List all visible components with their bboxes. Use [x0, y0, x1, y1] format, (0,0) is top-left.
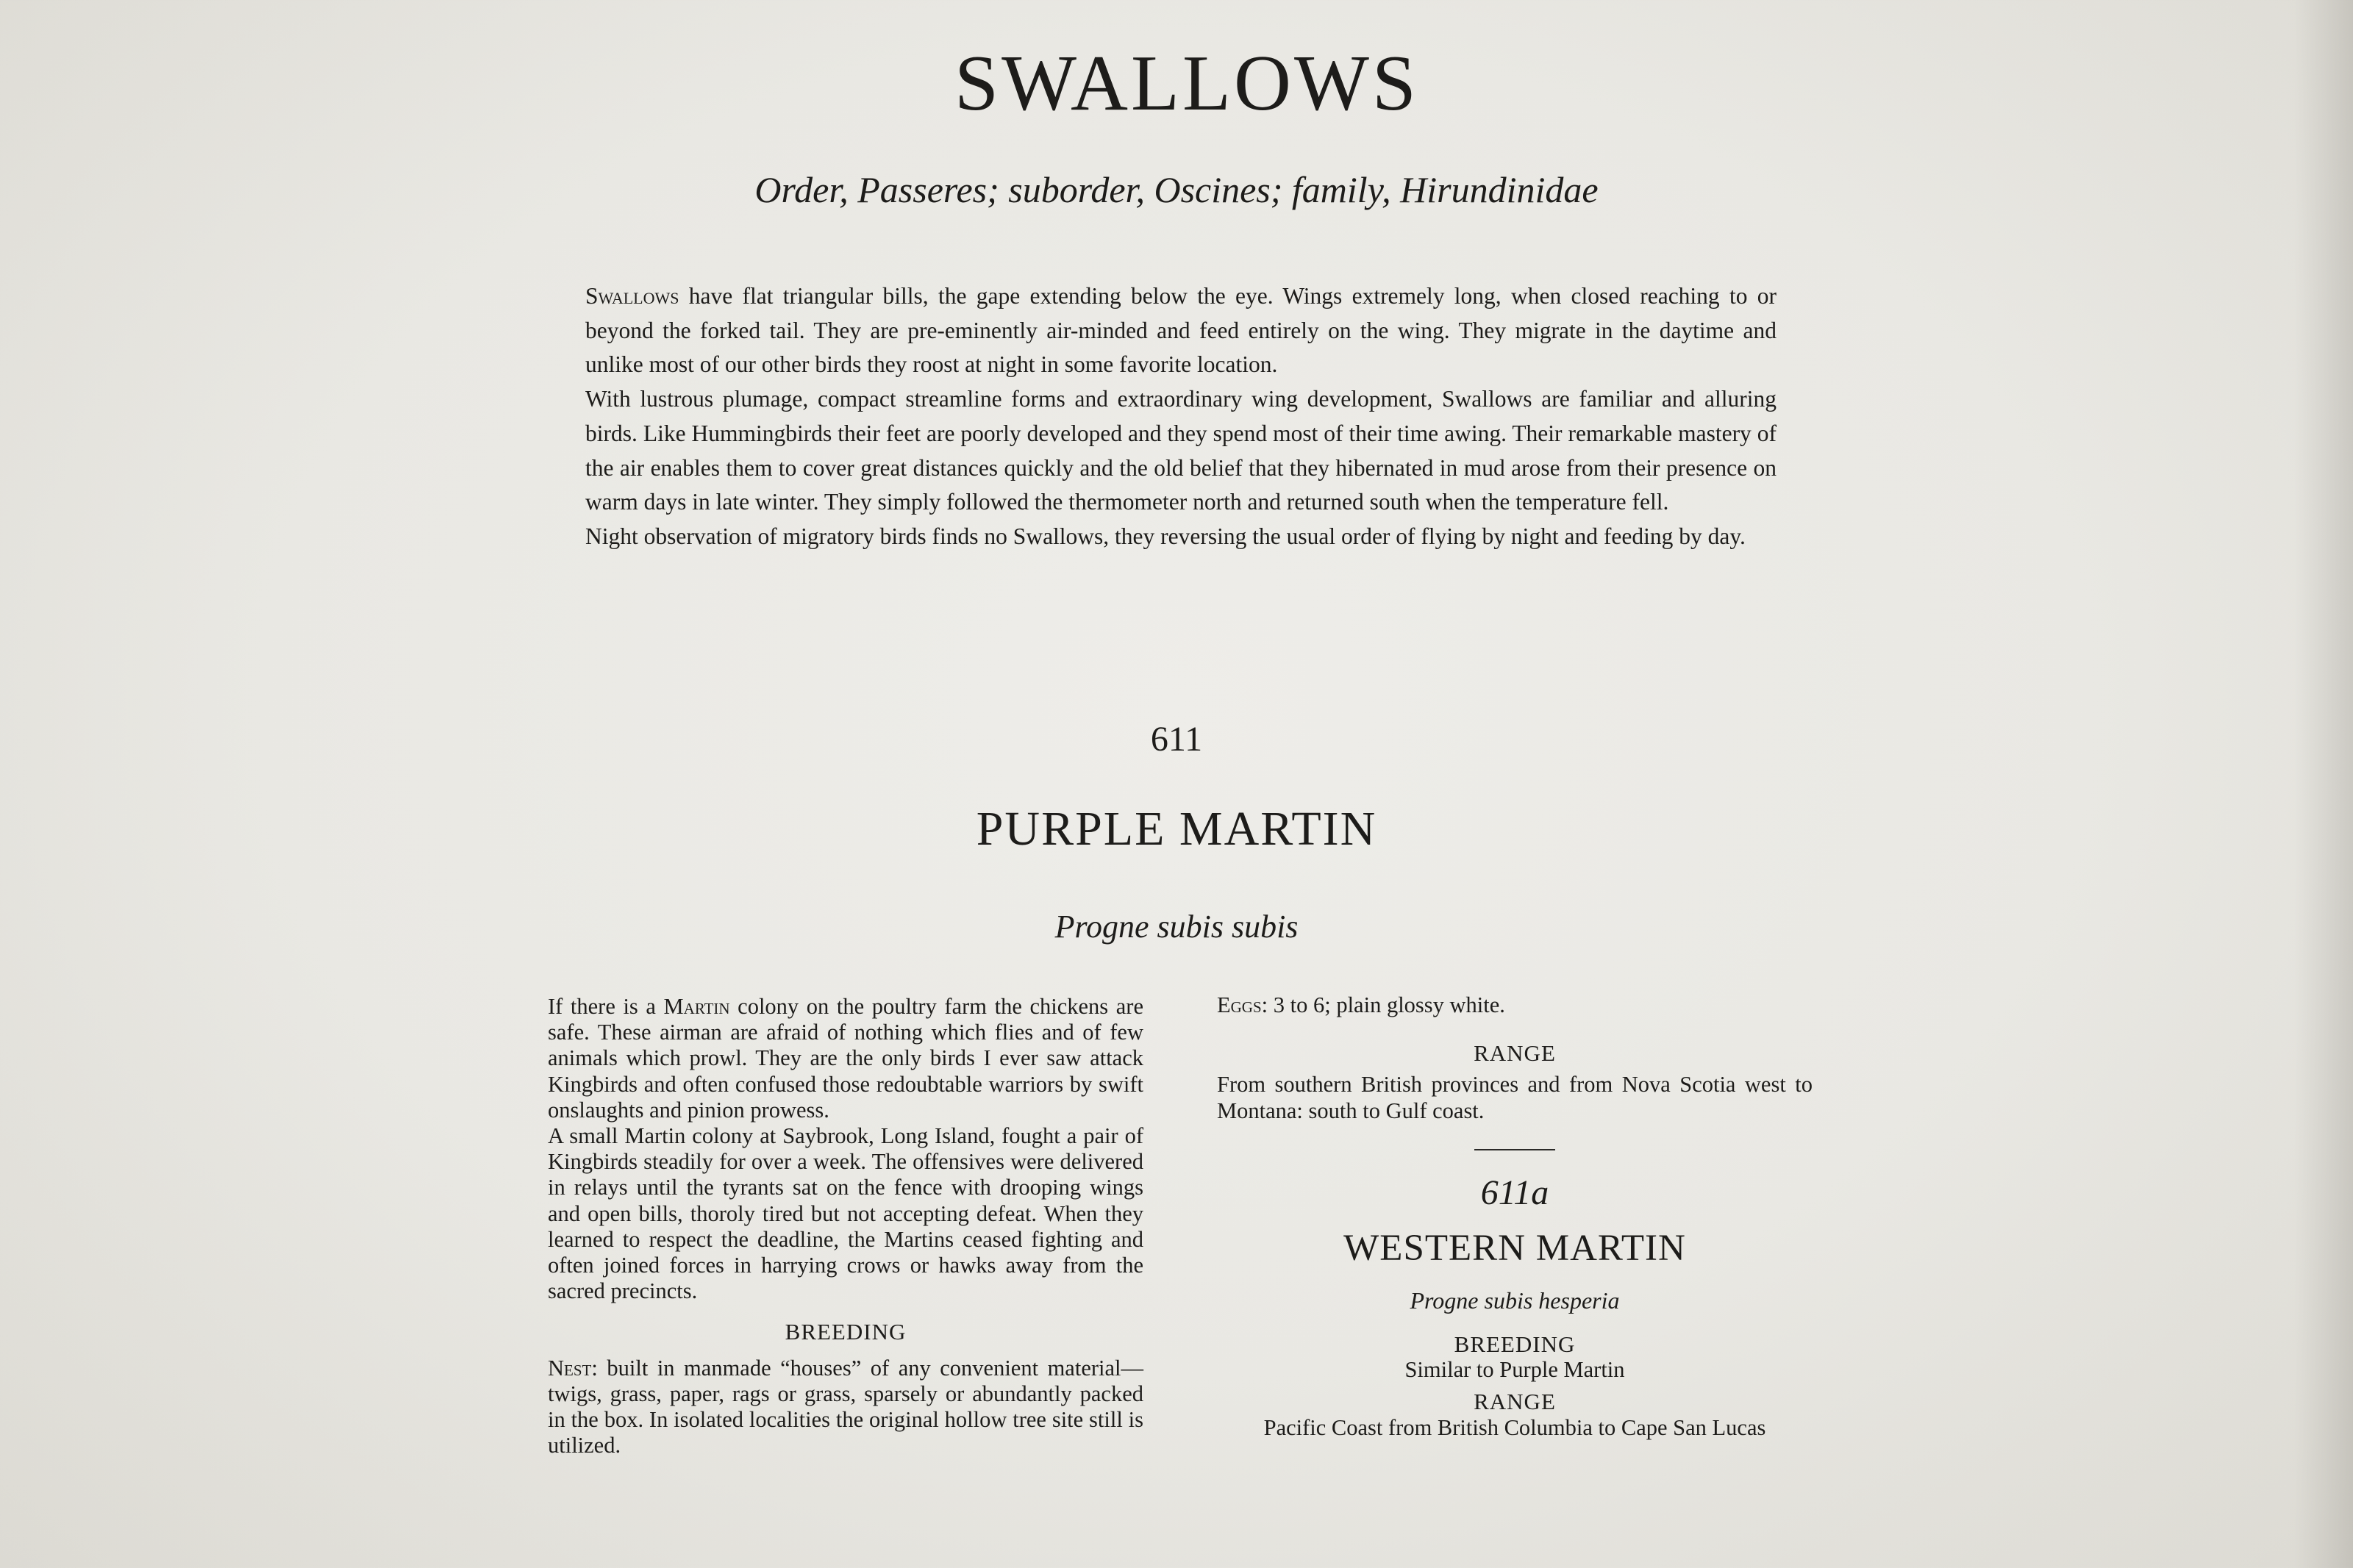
species-text-column-right — [1217, 992, 1813, 1441]
nest-text: : built in manmade “houses” of any convenient material—twigs, grass, paper, rags or grass, sparsely or abundantly packed in the box. In isolated localities the original hollow tree site still is utilized. — [548, 1355, 1143, 1458]
species-latin-name: Progne subis subis — [1054, 909, 1299, 945]
species-text-column-left — [548, 994, 1143, 1458]
eggs-label: Eggs — [1217, 992, 1262, 1017]
section-divider — [1474, 1149, 1555, 1150]
subspecies-name: WESTERN MARTIN — [1343, 1227, 1686, 1269]
subspecies-breeding-heading: BREEDING — [1454, 1331, 1576, 1357]
species-paragraph-1 — [548, 994, 1143, 1123]
intro-lead-word: Swallows — [585, 283, 679, 309]
range-text: From southern British provinces and from Nova Scotia west to Montana: south to Gulf coast. — [1217, 1072, 1813, 1123]
subspecies-latin-name: Progne subis hesperia — [1410, 1286, 1620, 1314]
intro-paragraph-2: With lustrous plumage, compact streamline forms and extraordinary wing development, Swallows are familiar and alluring birds. Like Hummingbirds their feet are poorly developed and they spend most of their time awing. Their remarkable mastery of the air enables them to cover great distances quickly and the old belief that they hibernated in mud arose from their presence on warm days in late winter. They simply followed the thermometer north and returned south when the temperature fell. — [585, 386, 1777, 515]
species-paragraph-1-smallcaps: Martin — [663, 994, 730, 1019]
species-number: 611 — [1150, 720, 1203, 759]
subspecies-range-heading: RANGE — [1474, 1389, 1556, 1415]
intro-paragraph-3: Night observation of migratory birds finds no Swallows, they reversing the usual order of flying by night and feeding by day. — [585, 523, 1746, 549]
eggs-paragraph — [1217, 992, 1813, 1018]
intro-paragraph-1-text: have flat triangular bills, the gape extending below the eye. Wings extremely long, when closed reaching to or beyond the forked tail. They are pre-eminently air-minded and feed entirely on the wing. They migrate in the daytime and unlike most of our other birds they roost at night in some favorite location. — [585, 283, 1777, 378]
species-paragraph-1-start: If there is a — [548, 994, 664, 1019]
subspecies-breeding-text: Similar to Purple Martin — [1404, 1357, 1625, 1383]
family-introduction — [585, 279, 1777, 554]
nest-paragraph — [548, 1356, 1143, 1459]
species-name: PURPLE MARTIN — [976, 802, 1377, 856]
species-paragraph-2: A small Martin colony at Saybrook, Long Island, fought a pair of Kingbirds steadily for over a week. The offensives were delivered in relays until the tyrants sat on the fence with drooping wings and open bills, thoroly tired but not accepting defeat. When they learned to respect the deadline, the Martins ceased fighting and often joined forces in harrying crows or hawks away from the sacred precincts. — [548, 1123, 1143, 1304]
species-paragraph-1-end: colony on the poultry farm the chickens are safe. These airman are afraid of nothing which flies and of few animals which prowl. They are the only birds I ever saw attack Kingbirds and often confused those redoubtable warriors by swift onslaughts and pinion prowess. — [548, 994, 1143, 1123]
family-taxonomy: Order, Passeres; suborder, Oscines; family, Hirundinidae — [754, 169, 1599, 210]
range-heading: RANGE — [1474, 1040, 1556, 1067]
eggs-text: : 3 to 6; plain glossy white. — [1261, 992, 1505, 1017]
breeding-heading: BREEDING — [785, 1319, 907, 1345]
page-edge-shadow — [2294, 0, 2353, 1568]
intro-paragraph-1 — [585, 279, 1777, 382]
family-title: SWALLOWS — [954, 40, 1419, 127]
subspecies-number: 611a — [1480, 1173, 1549, 1212]
subspecies-range-text: Pacific Coast from British Columbia to Cape San Lucas — [1263, 1414, 1766, 1440]
nest-label: Nest — [548, 1355, 592, 1381]
